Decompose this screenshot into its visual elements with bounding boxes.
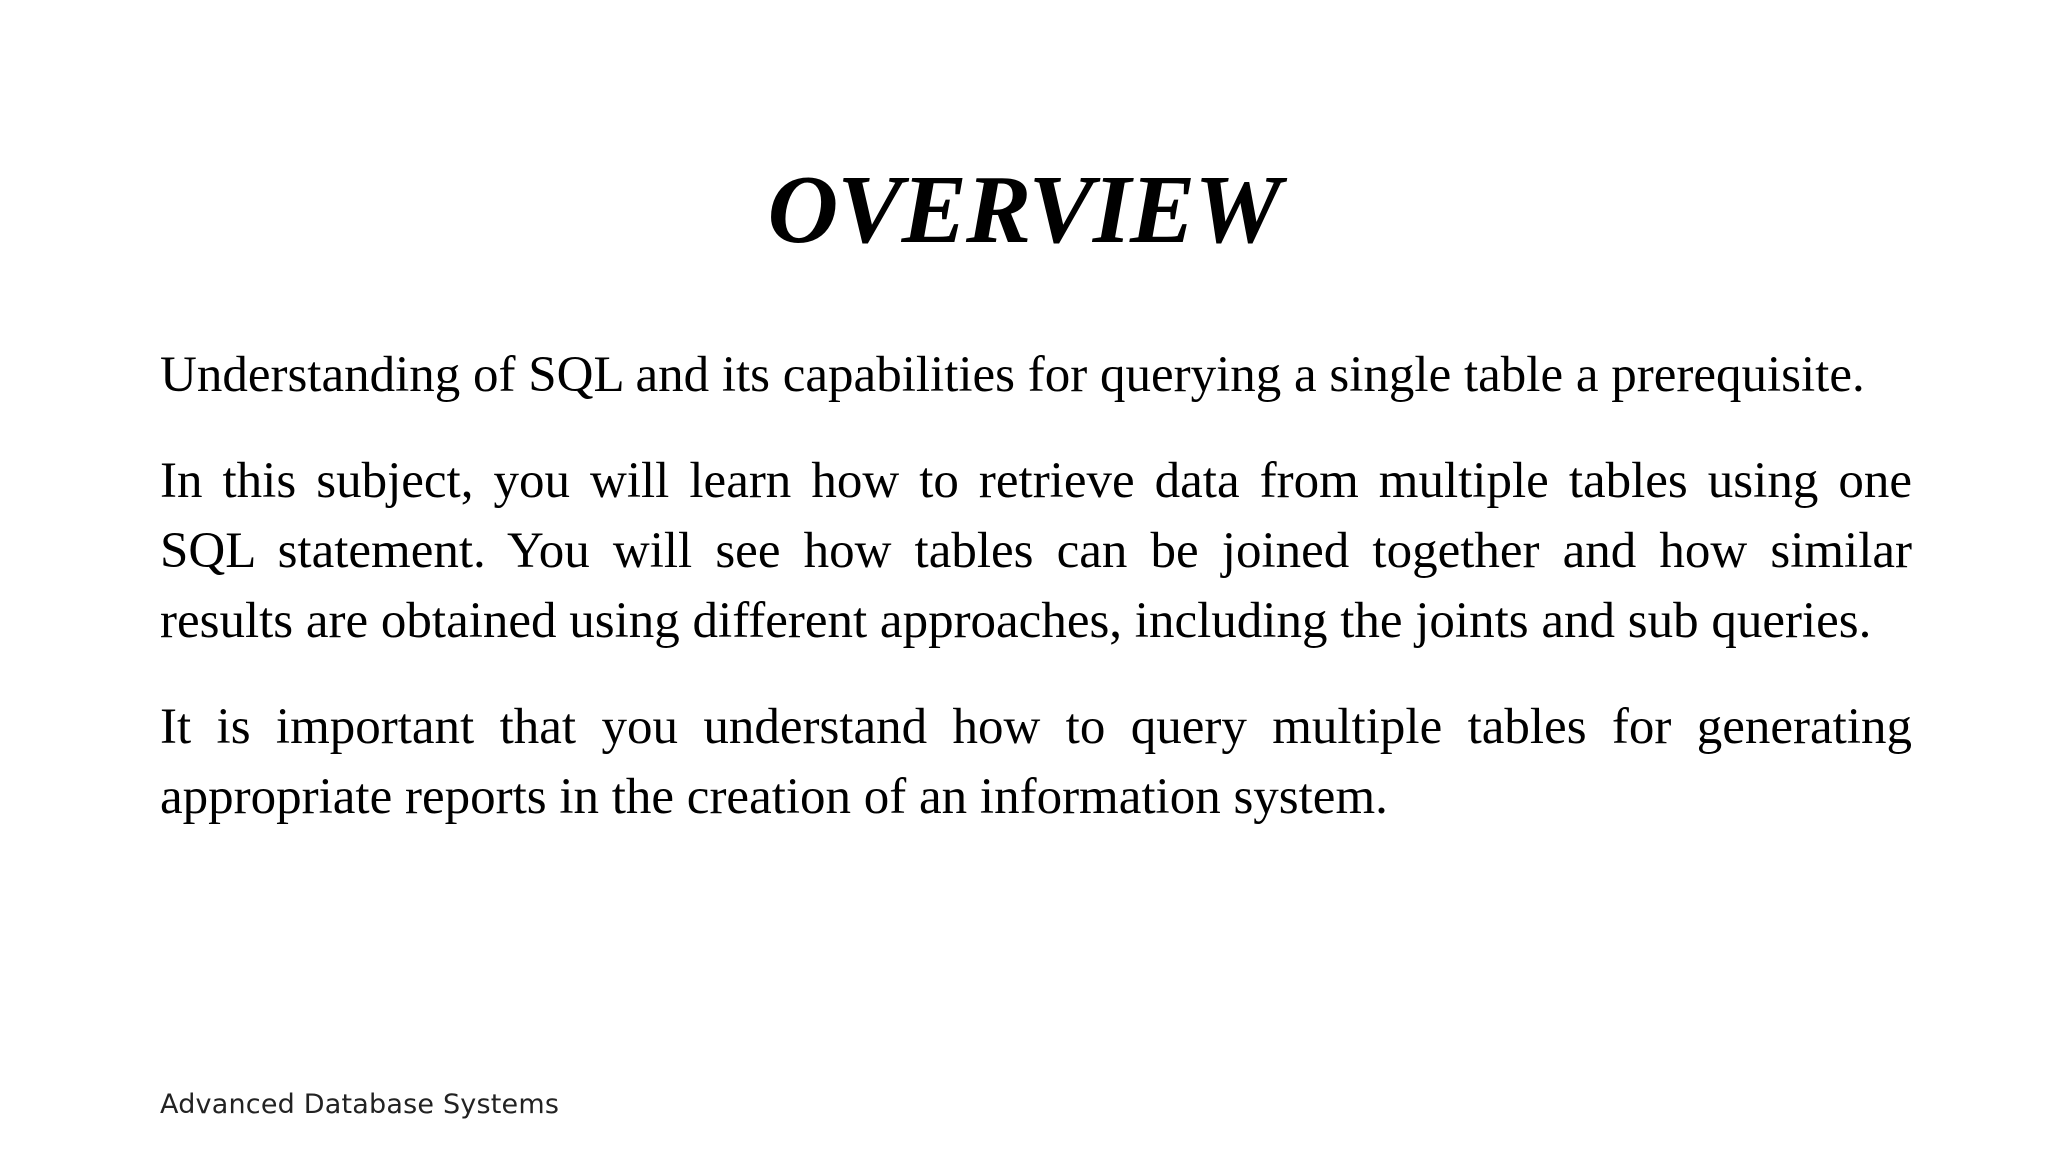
slide-body (160, 340, 1912, 868)
slide-footer: Advanced Database Systems (160, 1089, 560, 1120)
overview-paragraph-3: It is important that you understand how to query multiple tables for generating appropriate reports in the creation of an information system. (160, 699, 1912, 825)
overview-paragraph-1: Understanding of SQL and its capabilities for querying a single table a prerequisite. (160, 347, 1865, 403)
slide-title: OVERVIEW (767, 156, 1281, 264)
overview-paragraph-2: In this subject, you will learn how to retrieve data from multiple tables using one SQL statement. You will see how tables can be joined together and how similar results are obtained using different approaches, including the joints and sub queries. (160, 453, 1912, 649)
